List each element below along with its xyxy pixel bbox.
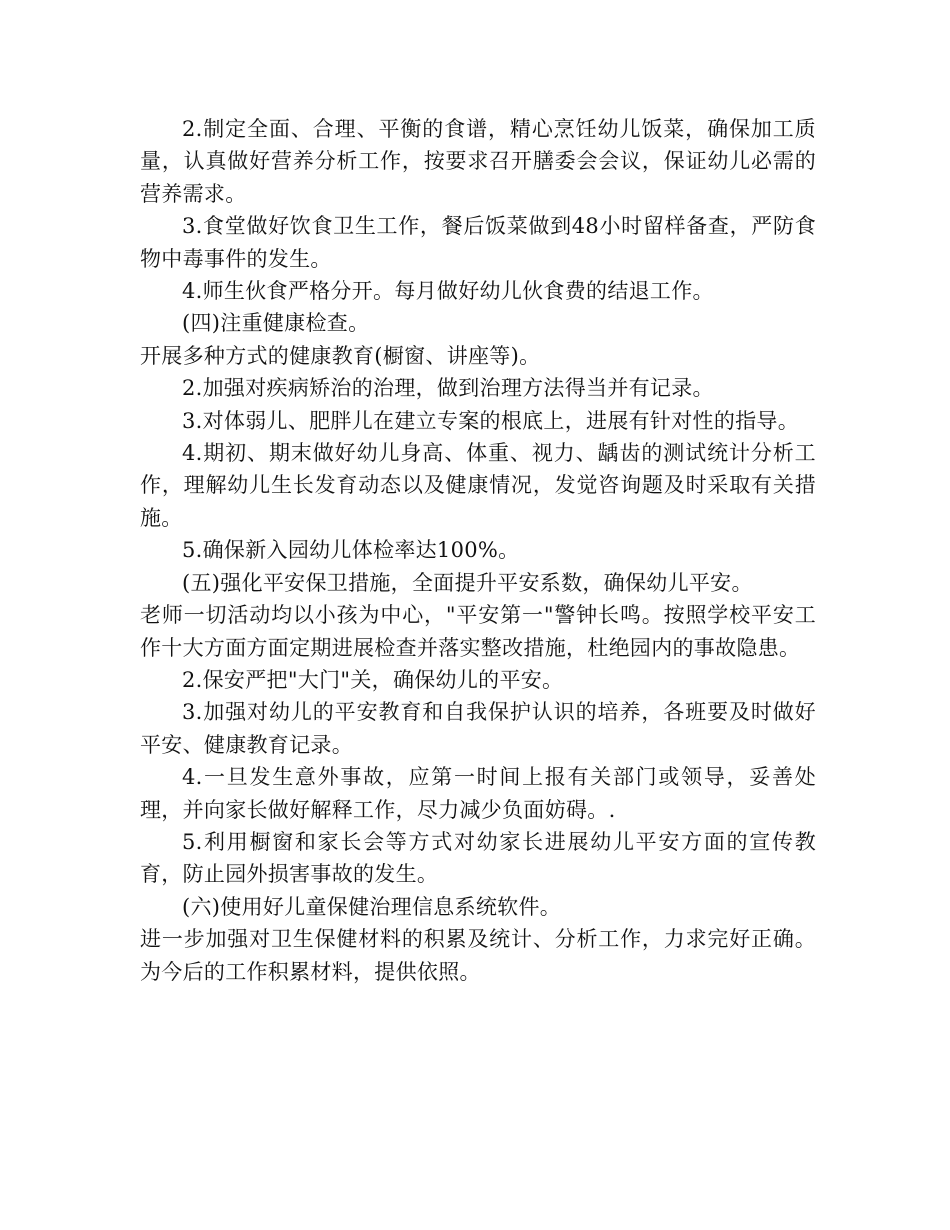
paragraph-separate-meals: 4.师生伙食严格分开。每月做好幼儿伙食费的结退工作。 [182,279,714,304]
paragraph-growth-testing: 4.期初、期末做好幼儿身高、体重、视力、龋齿的测试统计分析工作，理解幼儿生长发育动态以及健康情况，发觉咨询题及时采取有关措施。 [140,441,816,530]
paragraph-accident-handling: 4.一旦发生意外事故，应第一时间上报有关部门或领导，妥善处理，并向家长做好解释工作，尽力减少负面妨碍。. [140,765,816,822]
paragraph-entry-checkup: 5.确保新入园幼儿体检率达100%。 [182,538,520,563]
paragraph-menu-planning: 2.制定全面、合理、平衡的食谱，精心烹饪幼儿饭菜，确保加工质量，认真做好营养分析工作，按要求召开膳委会会议，保证幼儿必需的营养需求。 [140,117,816,206]
document-body [140,113,816,988]
section-heading-software: (六)使用好儿童保健治理信息系统软件。 [182,894,562,919]
paragraph-safety-first: 老师一切活动均以小孩为中心，"平安第一"警钟长鸣。按照学校平安工作十大方面方面定期进展检查并落实整改措施，杜绝园内的事故隐患。 [140,603,816,660]
paragraph-canteen-hygiene: 3.食堂做好饮食卫生工作，餐后饭菜做到48小时留样备查，严防食物中毒事件的发生。 [140,214,816,271]
paragraph-disease-treatment: 2.加强对疾病矫治的治理，做到治理方法得当并有记录。 [182,376,714,401]
paragraph-parent-outreach: 5.利用橱窗和家长会等方式对幼家长进展幼儿平安方面的宣传教育，防止园外损害事故的发生。 [140,829,816,887]
paragraph-health-education: 开展多种方式的健康教育(橱窗、讲座等)。 [140,343,541,368]
paragraph-gate-security: 2.保安严把"大门"关，确保幼儿的平安。 [182,667,564,692]
paragraph-safety-education: 3.加强对幼儿的平安教育和自我保护认识的培养，各班要及时做好平安、健康教育记录。 [140,700,816,757]
paragraph-records-analysis: 进一步加强对卫生保健材料的积累及统计、分析工作，力求完好正确。为今后的工作积累材料，提供依照。 [140,927,816,984]
section-heading-health-check: (四)注重健康检查。 [182,311,370,336]
paragraph-special-children: 3.对体弱儿、肥胖儿在建立专案的根底上，进展有针对性的指导。 [182,408,800,433]
section-heading-safety: (五)强化平安保卫措施，全面提升平安系数，确保幼儿平安。 [182,570,753,595]
